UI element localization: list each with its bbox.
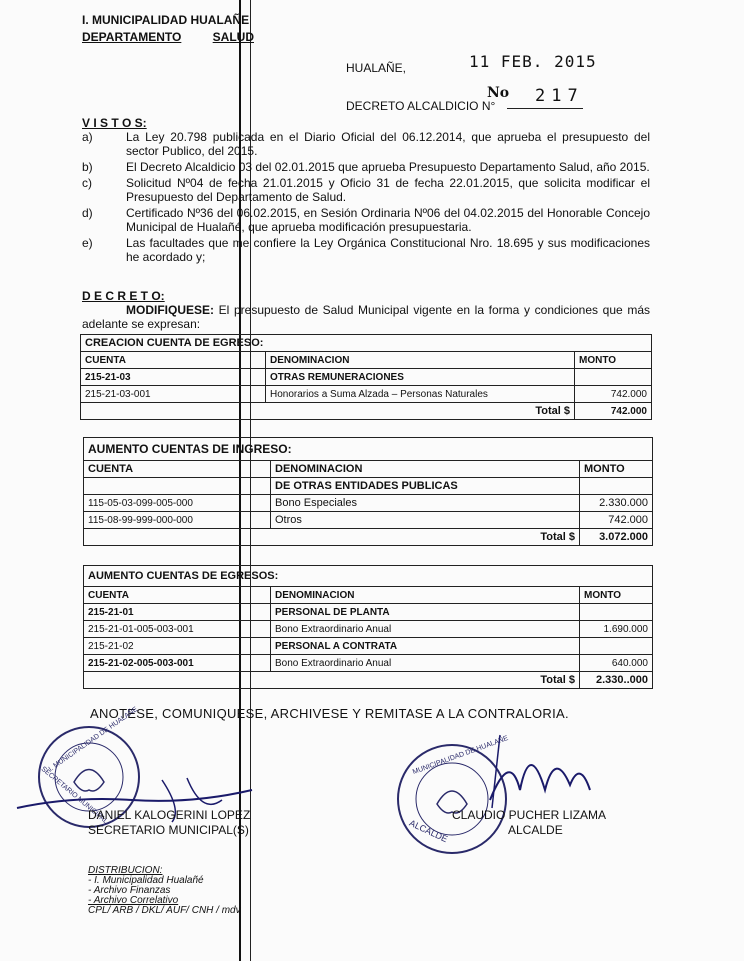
stamp-left-bottom: SECRETARIO MUNICIPAL <box>39 765 109 826</box>
decreto-lead: MODIFIQUESE: <box>126 303 215 317</box>
decreto-body <box>82 303 650 331</box>
decreto-title: D E C R E T O: <box>82 289 165 303</box>
budget-table-1 <box>80 334 652 420</box>
cell-denominacion: OTRAS REMUNERACIONES <box>266 369 575 386</box>
total-label: Total $ <box>271 529 580 546</box>
list-item <box>82 130 650 158</box>
col-header-denominacion: DENOMINACION <box>266 352 575 369</box>
cell-monto <box>580 604 653 621</box>
cell-monto <box>580 638 653 655</box>
item-text: Las facultades que me confiere la Ley Orgánica Constitucional Nro. 18.695 y sus modificaciones he acordado y; <box>126 236 650 264</box>
decree-no-prefix: No <box>487 85 510 101</box>
cell-monto: 742.000 <box>575 386 652 403</box>
col-header-cuenta: CUENTA <box>81 352 266 369</box>
signer-left-title: SECRETARIO MUNICIPAL(S) <box>88 823 249 837</box>
table-row <box>84 478 653 495</box>
cell-cuenta: 215-21-02-005-003-001 <box>84 655 271 672</box>
vistos-title: V I S T O S: <box>82 116 147 130</box>
cell-monto: 2.330.000 <box>580 495 653 512</box>
table-row <box>81 369 652 386</box>
cell-denominacion: Otros <box>271 512 580 529</box>
cell-cuenta: 215-21-02 <box>84 638 271 655</box>
stamp-left-top: I. MUNICIPALIDAD DE HUALAÑE <box>47 705 140 774</box>
date-stamp: 11 FEB. 2015 <box>469 52 597 71</box>
cell-cuenta: 215-21-03 <box>81 369 266 386</box>
table-row <box>84 512 653 529</box>
item-letter: d) <box>82 206 93 220</box>
col-header-cuenta: CUENTA <box>84 587 271 604</box>
decree-number: 217 <box>535 86 584 106</box>
cell-cuenta: 115-05-03-099-005-000 <box>84 495 271 512</box>
table-row <box>84 495 653 512</box>
cell-cuenta: 215-21-01 <box>84 604 271 621</box>
list-item <box>82 160 650 174</box>
dept-left: DEPARTAMENTO <box>82 30 182 44</box>
item-text: El Decreto Alcaldicio 03 del 02.01.2015 que aprueba Presupuesto Departamento Salud, año 2015. <box>126 160 650 174</box>
cell-denominacion: Bono Especiales <box>271 495 580 512</box>
col-header-monto: MONTO <box>575 352 652 369</box>
distribution-title: DISTRIBUCION: <box>88 865 163 876</box>
department <box>82 30 254 45</box>
distribution-initials: CPL/ ARB / DKL/ AUF/ CNH / mdv <box>88 905 241 916</box>
col-header-cuenta: CUENTA <box>84 461 271 478</box>
table-row <box>84 604 653 621</box>
cell-cuenta: 215-21-01-005-003-001 <box>84 621 271 638</box>
cell-monto: 640.000 <box>580 655 653 672</box>
total-row <box>84 672 653 689</box>
table-row <box>81 386 652 403</box>
col-header-denominacion: DENOMINACION <box>271 461 580 478</box>
col-header-denominacion: DENOMINACION <box>271 587 580 604</box>
item-letter: b) <box>82 160 93 174</box>
total-row <box>84 529 653 546</box>
item-text: Solicitud Nº04 de fecha 21.01.2015 y Oficio 31 de fecha 22.01.2015, que solicita modificar el Presupuesto del Departamento de Salud. <box>126 176 650 204</box>
signature-alcalde <box>470 730 610 810</box>
total-row <box>81 403 652 420</box>
stamp-right-top: MUNICIPALIDAD DE HUALAÑE <box>411 734 510 777</box>
cell-cuenta: 215-21-03-001 <box>81 386 266 403</box>
cell-denominacion: PERSONAL DE PLANTA <box>271 604 580 621</box>
col-header-monto: MONTO <box>580 461 653 478</box>
signer-left-name: DANIEL KALOGERINI LOPEZ <box>88 808 251 822</box>
table-title: CREACION CUENTA DE EGRESO: <box>81 335 652 352</box>
total-label: Total $ <box>266 403 575 420</box>
total-value: 742.000 <box>575 403 652 420</box>
item-text: Certificado Nº36 del 06.02.2015, en Sesión Ordinaria Nº06 del 04.02.2015 del Honorable Concejo Municipal de Hualañé, que aprueba modificación presupuestaria. <box>126 206 650 234</box>
list-item <box>82 236 650 264</box>
table-row <box>84 621 653 638</box>
item-text: La Ley 20.798 publicada en el Diario Oficial del 06.12.2014, que aprueba el presupuesto del sector Publico, del 2015. <box>126 130 650 158</box>
budget-table-3 <box>83 565 653 689</box>
distribution-item: - Archivo Finanzas <box>88 885 171 896</box>
org-name: I. MUNICIPALIDAD HUALAÑE <box>82 13 250 27</box>
item-letter: c) <box>82 176 92 190</box>
cell-cuenta: 115-08-99-999-000-000 <box>84 512 271 529</box>
cell-monto: 1.690.000 <box>580 621 653 638</box>
cell-monto <box>575 369 652 386</box>
signer-right-title: ALCALDE <box>508 823 563 837</box>
list-item <box>82 206 650 234</box>
cell-denominacion: PERSONAL A CONTRATA <box>271 638 580 655</box>
decreto-text: El presupuesto de Salud Municipal vigente en la forma y condiciones que más adelante se expresan: <box>82 303 650 331</box>
decree-label: DECRETO ALCALDICIO N° <box>346 99 496 113</box>
distribution <box>88 866 241 916</box>
table-title: AUMENTO CUENTAS DE EGRESOS: <box>84 566 653 587</box>
item-letter: a) <box>82 130 93 144</box>
table-row <box>84 638 653 655</box>
cell-denominacion: Bono Extraordinario Anual <box>271 655 580 672</box>
table-title: AUMENTO CUENTAS DE INGRESO: <box>84 438 653 461</box>
cell-denominacion: Bono Extraordinario Anual <box>271 621 580 638</box>
signer-right-name: CLAUDIO PUCHER LIZAMA <box>452 808 607 822</box>
decree-number-underline <box>507 108 583 109</box>
total-label: Total $ <box>271 672 580 689</box>
vistos-list <box>82 130 650 266</box>
cell-monto: 742.000 <box>580 512 653 529</box>
closing-text: ANOTESE, COMUNIQUESE, ARCHIVESE Y REMITASE A LA CONTRALORIA. <box>90 706 569 721</box>
distribution-item: - I. Municipalidad Hualañé <box>88 875 204 886</box>
cell-cuenta <box>84 478 271 495</box>
col-header-monto: MONTO <box>580 587 653 604</box>
list-item <box>82 176 650 204</box>
budget-table-2 <box>83 437 653 546</box>
stamp-right-bottom: ALCALDE <box>407 817 450 845</box>
item-letter: e) <box>82 236 93 250</box>
dept-right: SALUD <box>212 30 254 44</box>
distribution-item: - Archivo Correlativo <box>88 895 179 906</box>
cell-denominacion: Honorarios a Suma Alzada – Personas Naturales <box>266 386 575 403</box>
total-value: 3.072.000 <box>580 529 653 546</box>
table-row <box>84 655 653 672</box>
total-value: 2.330..000 <box>580 672 653 689</box>
cell-denominacion: DE OTRAS ENTIDADES PUBLICAS <box>271 478 580 495</box>
place: HUALAÑE, <box>346 61 407 75</box>
cell-monto <box>580 478 653 495</box>
